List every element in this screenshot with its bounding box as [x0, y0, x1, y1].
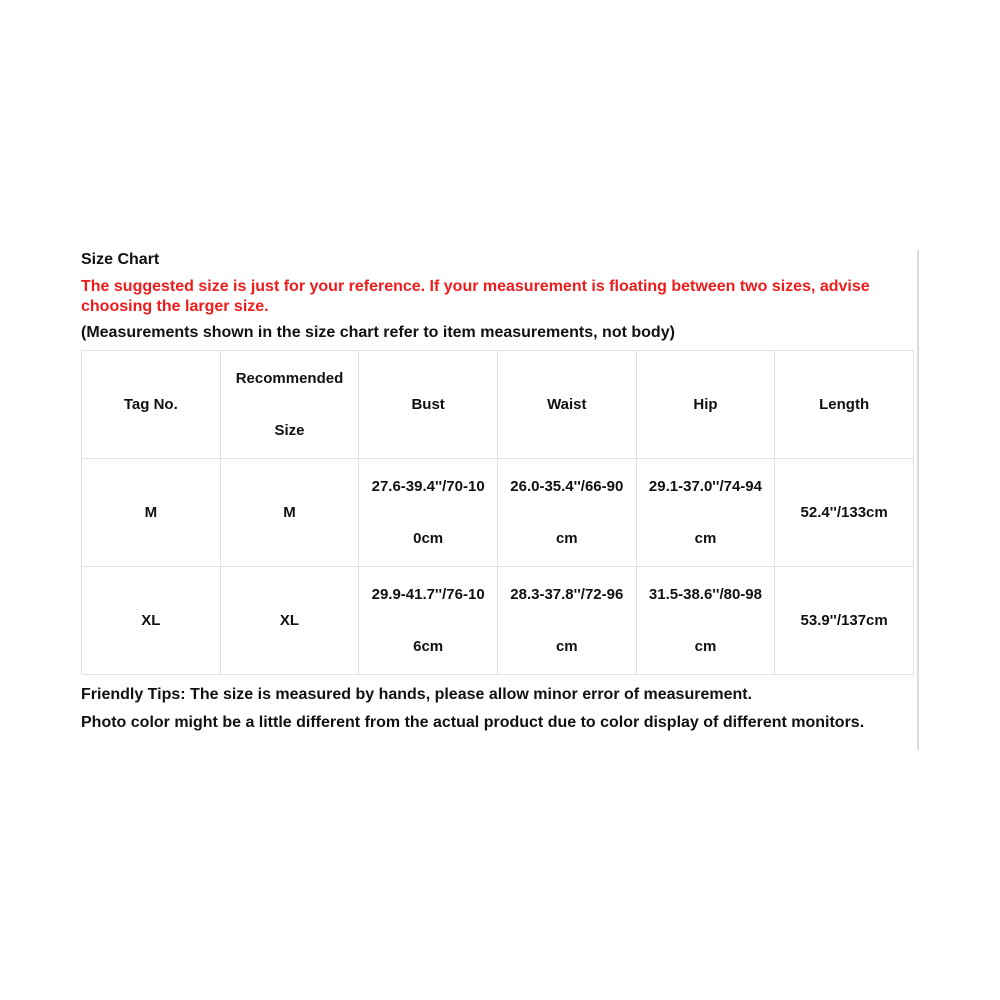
cell-bust: 27.6-39.4''/70-10 0cm: [359, 459, 498, 567]
size-table: [81, 350, 914, 675]
cell-recommended-size: M: [220, 459, 359, 567]
cell-hip: 29.1-37.0''/74-94 cm: [636, 459, 775, 567]
header-hip: Hip: [636, 351, 775, 459]
header-recommended-size: Recommended Size: [220, 351, 359, 459]
table-header-row: [82, 351, 914, 459]
header-bust: Bust: [359, 351, 498, 459]
page-title: Size Chart: [81, 251, 160, 268]
cell-bust: 29.9-41.7''/76-10 6cm: [359, 567, 498, 675]
measurement-note: (Measurements shown in the size chart refer to item measurements, not body): [81, 324, 675, 341]
header-tag-no: Tag No.: [82, 351, 221, 459]
color-disclaimer: Photo color might be a little different from the actual product due to color display of different monitors.: [81, 714, 865, 731]
cell-recommended-size: XL: [220, 567, 359, 675]
table-row: [82, 459, 914, 567]
size-chart-document: [81, 250, 914, 733]
size-notice: The suggested size is just for your reference. If your measurement is floating between two sizes, advise choosing the larger size.: [81, 278, 870, 315]
cell-tag-no: XL: [82, 567, 221, 675]
cell-tag-no: M: [82, 459, 221, 567]
cell-hip: 31.5-38.6''/80-98 cm: [636, 567, 775, 675]
friendly-tips: Friendly Tips: The size is measured by hands, please allow minor error of measurement.: [81, 686, 753, 703]
cell-waist: 26.0-35.4''/66-90 cm: [497, 459, 636, 567]
right-border-line: [917, 250, 919, 750]
cell-waist: 28.3-37.8''/72-96 cm: [497, 567, 636, 675]
header-length: Length: [775, 351, 914, 459]
cell-length: 53.9''/137cm: [775, 567, 914, 675]
header-waist: Waist: [497, 351, 636, 459]
cell-length: 52.4''/133cm: [775, 459, 914, 567]
table-row: [82, 567, 914, 675]
